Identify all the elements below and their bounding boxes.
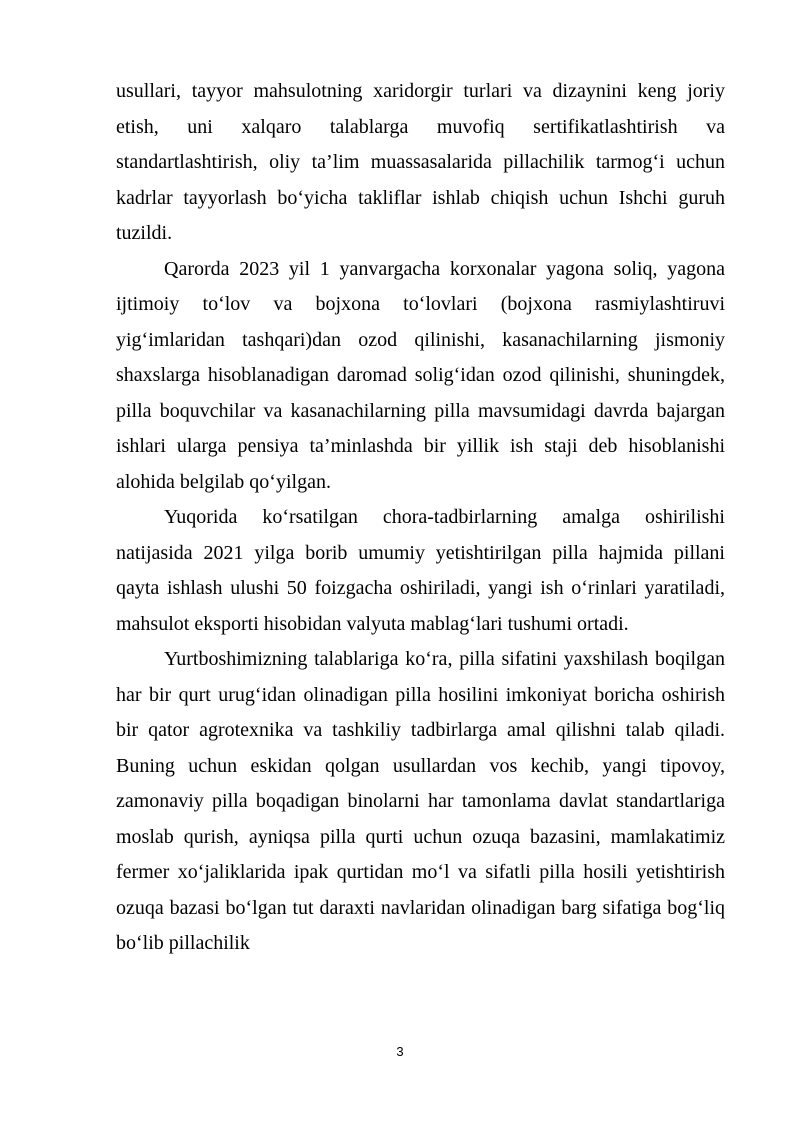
paragraph-3: Yuqorida ko‘rsatilgan chora-tadbirlarning amalga oshirilishi natijasida 2021 yilga borib umumiy yetishtirilgan pilla hajmida pillani qayta ishlash ulushi 50 foizgacha oshiriladi, yangi ish o‘rinlari yaratiladi, mahsulot eksporti hisobidan valyuta mablag‘lari tushumi ortadi.	[116, 506, 725, 635]
paragraph-2: Qarorda 2023 yil 1 yanvargacha korxonalar yagona soliq, yagona ijtimoiy to‘lov va bojxona to‘lovlari (bojxona rasmiylashtiruvi yig‘imlaridan tashqari)dan ozod qilinishi, kasanachilarning jismoniy shaxslarga hisoblanadigan daromad solig‘idan ozod qilinishi, shuningdek, pilla boquvchilar va kasanachilarning pilla mavsumidagi davrda bajargan ishlari ularga pensiya ta’minlashda bir yillik ish staji deb hisoblanishi alohida belgilab qo‘yilgan.	[116, 257, 725, 493]
paragraph-1: usullari, tayyor mahsulotning xaridorgir turlari va dizaynini keng joriy etish, uni xalqaro talablarga muvofiq sertifikatlashtirish va standartlashtirish, oliy ta’lim muassasalarida pillachilik tarmog‘i uchun kadrlar tayyorlash bo‘yicha takliflar ishlab chiqish uchun Ishchi guruh tuzildi.	[116, 80, 725, 244]
body-text	[116, 74, 725, 962]
page-number: 3	[396, 1044, 404, 1059]
paragraph-4: Yurtboshimizning talablariga ko‘ra, pilla sifatini yaxshilash boqilgan har bir qurt urug‘idan olinadigan pilla hosilini imkoniyat boricha oshirish bir qator agrotexnika va tashkiliy tadbirlarga amal qilishni talab qiladi. Buning uchun eskidan qolgan usullardan vos kechib, yangi tipovoy, zamonaviy pilla boqadigan binolarni har tamonlama davlat standartlariga moslab qurish, ayniqsa pilla qurti uchun ozuqa bazasini, mamlakatimiz fermer xo‘jaliklarida ipak qurtidan mo‘l va sifatli pilla hosili yetishtirish ozuqa bazasi bo‘lgan tut daraxti navlaridan olinadigan barg sifatiga bog‘liq bo‘lib pillachilik	[116, 648, 725, 954]
